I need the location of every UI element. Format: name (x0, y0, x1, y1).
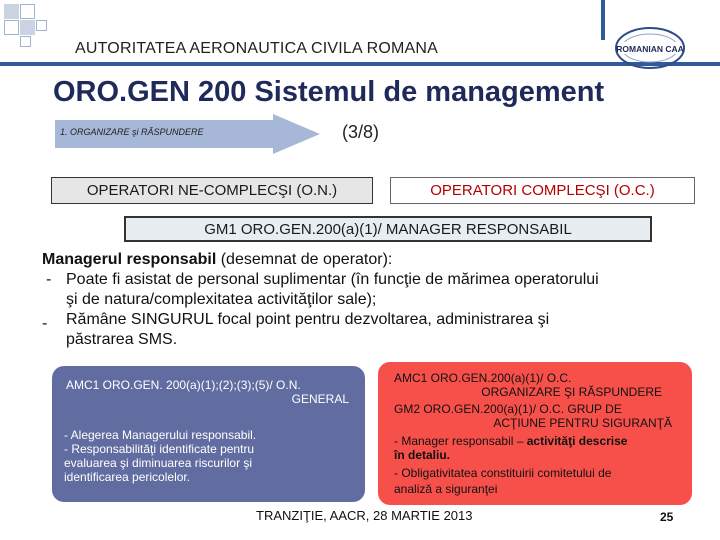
organization-name: AUTORITATEA AERONAUTICA CIVILA ROMANA (75, 40, 439, 57)
non-complex-operators-box (51, 177, 373, 204)
body-line-1 (42, 250, 392, 270)
footer: TRANZIŢIE, AACR, 28 MARTIE 2013 (256, 508, 473, 523)
bullet-2-line-1: Rămâne SINGURUL focal point pentru dezvoltarea, administrarea şi (66, 311, 550, 328)
left-box-item-2-line-2: evaluarea şi diminuarea riscurilor şi (64, 456, 253, 470)
non-complex-operators-label: OPERATORI NE-COMPLECŞI (O.N.) (86, 182, 338, 199)
left-box-item-2-line-3: identificarea pericolelor. (64, 470, 191, 484)
body-line-1-rest: (desemnat de operator): (216, 251, 393, 268)
decor-square (4, 4, 19, 19)
right-box-heading-1-line-2: ORGANIZARE ŞI RĂSPUNDERE (481, 385, 662, 399)
complex-operators-box (390, 177, 695, 204)
romanian-caa-logo (614, 12, 686, 84)
decor-square (20, 4, 35, 19)
decor-rule-vertical (601, 0, 605, 40)
left-box-item-1: - Alegerea Managerului responsabil. (64, 428, 257, 442)
header-rule (0, 62, 720, 66)
gm1-heading: GM1 ORO.GEN.200(a)(1)/ MANAGER RESPONSABIL (204, 220, 572, 238)
non-complex-amc-box (52, 366, 365, 502)
complex-operators-label: OPERATORI COMPLECŞI (O.C.) (430, 182, 655, 199)
part-count: (3/8) (342, 122, 380, 142)
right-box-item-1-line-2: în detaliu. (394, 448, 451, 462)
decor-square (20, 20, 35, 35)
bullet-1-line-2: şi de natura/complexitatea activităţilor sale); (66, 291, 377, 308)
bullet-1-mark: - (46, 271, 52, 288)
right-box-item-2-line-2: analiză a siguranţei (394, 482, 498, 496)
right-box-heading-2-line-1: GM2 ORO.GEN.200(a)(1)/ O.C. GRUP DE (394, 402, 622, 416)
right-box-item-1-prefix: - Manager responsabil – (394, 434, 527, 448)
logo-text: ROMANIAN CAA (616, 44, 684, 54)
bullet-2-line-2: păstrarea SMS. (66, 331, 178, 348)
section-label: 1. ORGANIZARE şi RĂSPUNDERE (60, 127, 204, 137)
decor-square (36, 20, 47, 31)
gm1-heading-box (124, 216, 652, 242)
decor-square (20, 36, 31, 47)
bullet-2-mark: - (42, 315, 48, 332)
page-title: ORO.GEN 200 Sistemul de management (53, 76, 605, 108)
complex-amc-box (378, 362, 692, 505)
decor-square (4, 20, 19, 35)
right-box-heading-2-line-2: ACŢIUNE PENTRU SIGURANŢĂ (493, 416, 672, 430)
page-number: 25 (660, 510, 674, 524)
left-box-heading-1: AMC1 ORO.GEN. 200(a)(1);(2);(3);(5)/ O.N. (66, 378, 301, 392)
right-box-item-2-line-1: - Obligativitatea constituirii comitetului de (394, 466, 612, 480)
left-box-heading-2: GENERAL (291, 392, 349, 406)
right-box-heading-1-line-1: AMC1 ORO.GEN.200(a)(1)/ O.C. (394, 371, 572, 385)
right-box-item-1-bold-1: activităţi descrise (526, 434, 628, 448)
body-line-1-bold: Managerul responsabil (42, 251, 217, 268)
left-box-item-2-line-1: - Responsabilităţi identificate pentru (64, 442, 255, 456)
bullet-1-line-1: Poate fi asistat de personal suplimentar (în funcţie de mărimea operatorului (66, 271, 599, 288)
right-box-item-1-line-1 (394, 434, 627, 448)
